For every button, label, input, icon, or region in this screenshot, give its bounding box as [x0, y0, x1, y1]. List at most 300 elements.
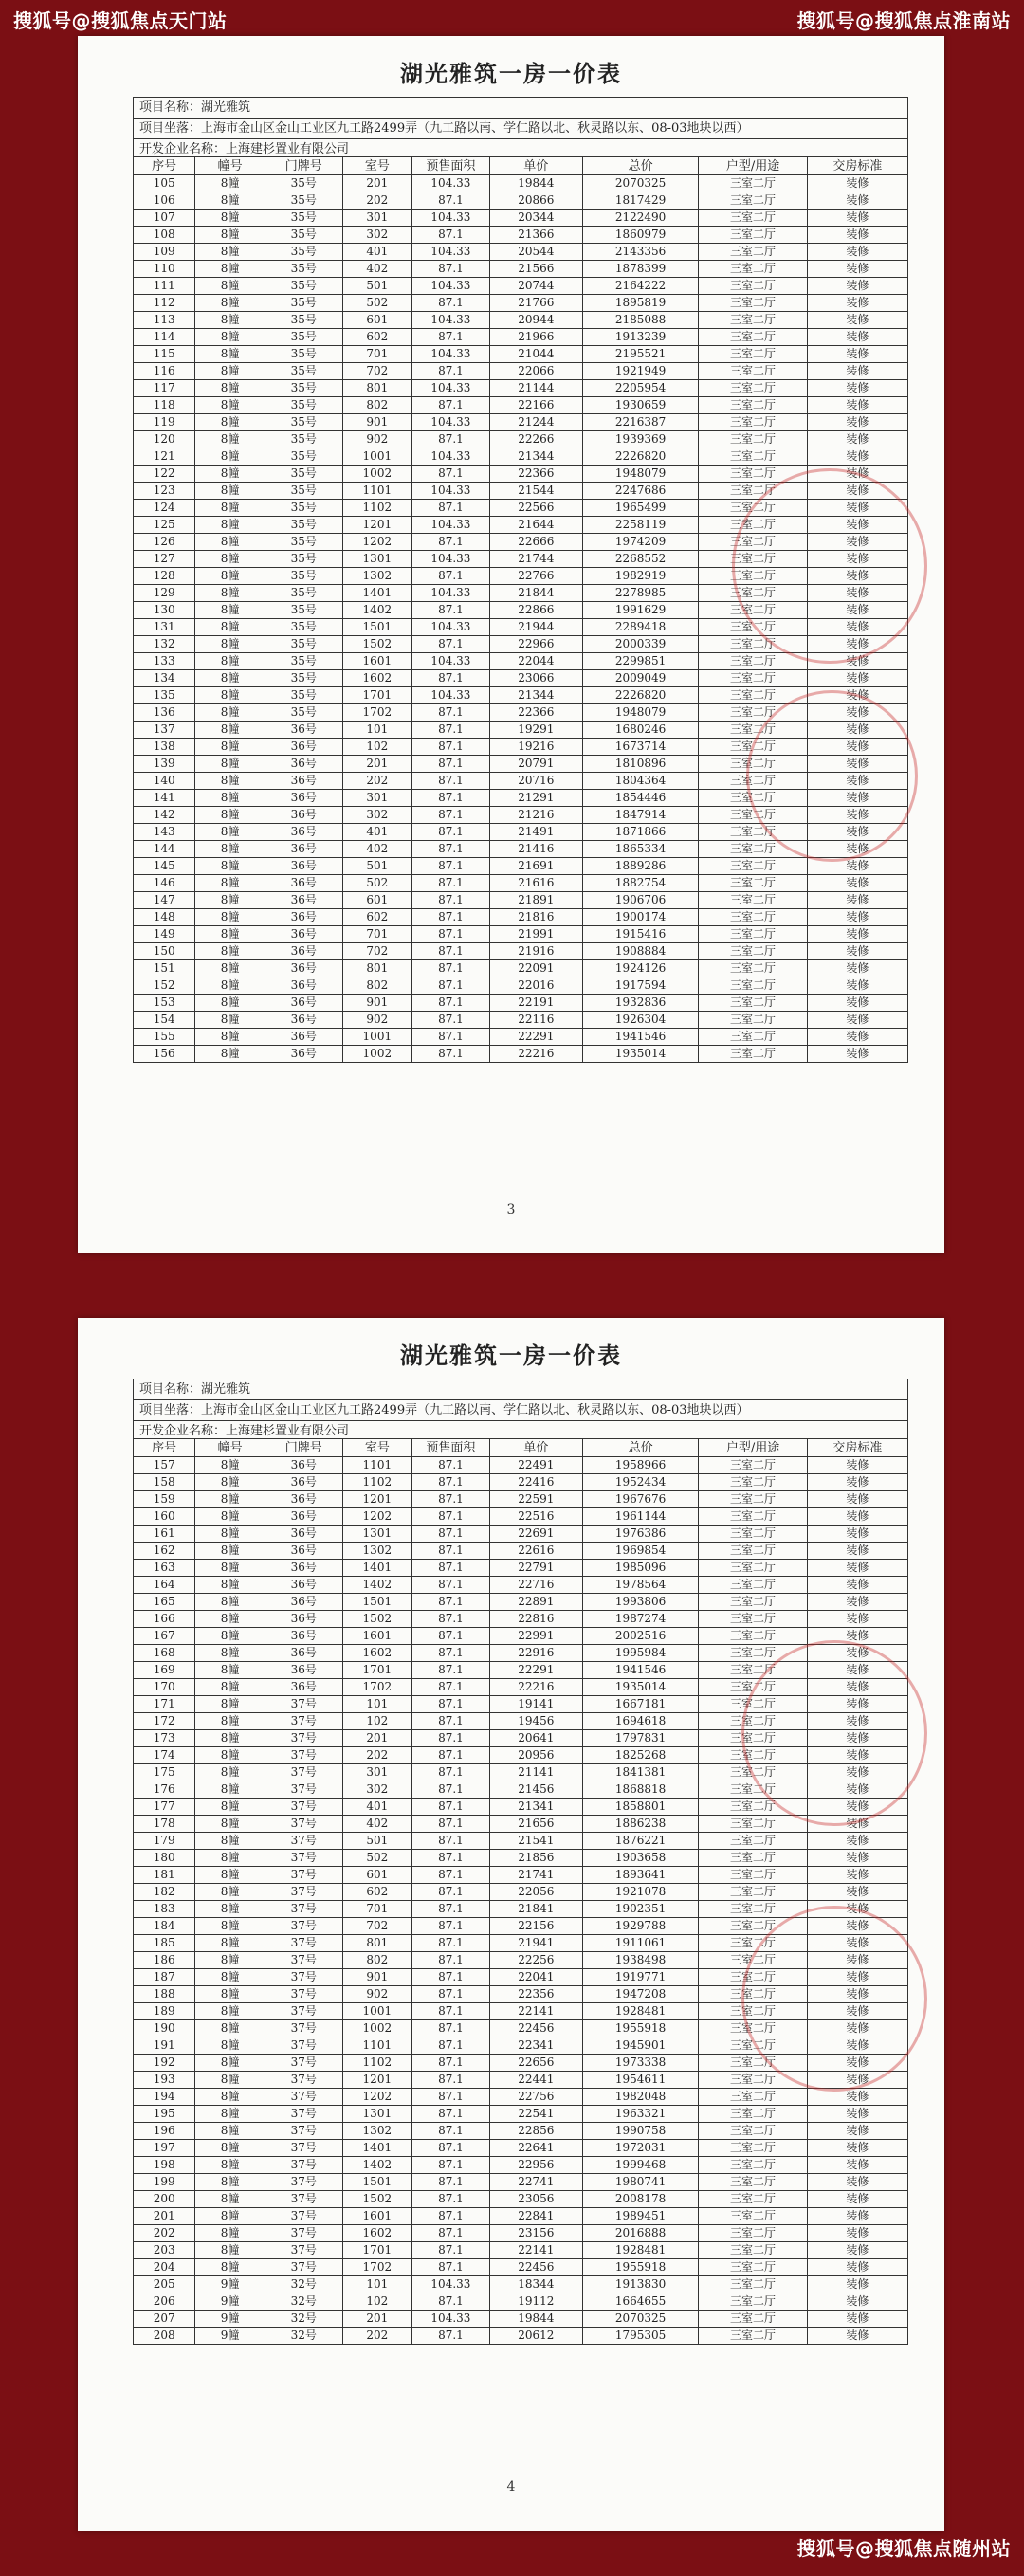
table-cell: 402	[342, 1816, 412, 1833]
table-cell: 三室二厅	[699, 1918, 807, 1935]
table-cell: 装修	[807, 858, 907, 875]
table-cell: 301	[342, 790, 412, 807]
table-cell: 32号	[265, 2276, 342, 2293]
table-cell: 22616	[489, 1543, 582, 1560]
table-cell: 163	[134, 1560, 195, 1577]
table-cell: 36号	[265, 977, 342, 995]
table-cell: 104.33	[412, 414, 490, 431]
official-seal	[741, 1906, 927, 2092]
table-cell: 装修	[807, 909, 907, 926]
table-cell: 8幢	[195, 1457, 265, 1474]
table-cell: 87.1	[412, 2072, 490, 2089]
table-cell: 1860979	[582, 227, 699, 244]
table-cell: 104.33	[412, 687, 490, 704]
table-cell: 193	[134, 2072, 195, 2089]
table-cell: 三室二厅	[699, 500, 807, 517]
table-row	[134, 2174, 908, 2191]
table-cell: 1972031	[582, 2140, 699, 2157]
table-cell: 装修	[807, 585, 907, 602]
table-cell: 装修	[807, 1781, 907, 1799]
table-row	[134, 192, 908, 210]
table-cell: 87.1	[412, 2293, 490, 2311]
table-cell: 装修	[807, 483, 907, 500]
table-cell: 87.1	[412, 926, 490, 943]
table-cell: 装修	[807, 1457, 907, 1474]
table-cell: 112	[134, 295, 195, 312]
table-cell: 1202	[342, 534, 412, 551]
table-cell: 装修	[807, 960, 907, 977]
table-cell: 8幢	[195, 2259, 265, 2276]
table-cell: 22791	[489, 1560, 582, 1577]
table-cell: 21944	[489, 619, 582, 636]
table-cell: 三室二厅	[699, 295, 807, 312]
table-cell: 三室二厅	[699, 2276, 807, 2293]
table-cell: 36号	[265, 1046, 342, 1063]
table-cell: 1917594	[582, 977, 699, 995]
table-cell: 8幢	[195, 2089, 265, 2106]
table-cell: 8幢	[195, 1833, 265, 1850]
table-cell: 1978564	[582, 1577, 699, 1594]
table-cell: 801	[342, 1935, 412, 1952]
table-cell: 36号	[265, 1012, 342, 1029]
table-cell: 20744	[489, 278, 582, 295]
table-cell: 201	[342, 1730, 412, 1747]
table-cell: 37号	[265, 1884, 342, 1901]
table-cell: 8幢	[195, 670, 265, 687]
table-cell: 21844	[489, 585, 582, 602]
table-cell: 三室二厅	[699, 278, 807, 295]
table-cell: 2008178	[582, 2191, 699, 2208]
table-cell: 173	[134, 1730, 195, 1747]
table-cell: 装修	[807, 636, 907, 653]
table-cell: 20344	[489, 210, 582, 227]
table-cell: 2278985	[582, 585, 699, 602]
table-cell: 装修	[807, 1764, 907, 1781]
table-cell: 901	[342, 414, 412, 431]
table-cell: 87.1	[412, 500, 490, 517]
table-cell: 802	[342, 397, 412, 414]
table-cell: 104.33	[412, 312, 490, 329]
table-cell: 三室二厅	[699, 1713, 807, 1730]
table-cell: 装修	[807, 363, 907, 380]
table-cell: 1878399	[582, 261, 699, 278]
table-cell: 装修	[807, 756, 907, 773]
table-cell: 175	[134, 1764, 195, 1781]
table-cell: 87.1	[412, 2123, 490, 2140]
table-cell: 22141	[489, 2242, 582, 2259]
document-page	[78, 36, 944, 1253]
table-cell: 三室二厅	[699, 585, 807, 602]
table-cell: 87.1	[412, 875, 490, 892]
table-cell: 1694618	[582, 1713, 699, 1730]
table-cell: 装修	[807, 1816, 907, 1833]
table-cell: 1915416	[582, 926, 699, 943]
table-cell: 8幢	[195, 2020, 265, 2037]
table-cell: 87.1	[412, 1543, 490, 1560]
table-cell: 87.1	[412, 1781, 490, 1799]
table-cell: 1987274	[582, 1611, 699, 1628]
table-cell: 36号	[265, 1526, 342, 1543]
table-cell: 三室二厅	[699, 1560, 807, 1577]
table-cell: 22366	[489, 466, 582, 483]
table-cell: 8幢	[195, 1029, 265, 1046]
table-cell: 1664655	[582, 2293, 699, 2311]
table-cell: 601	[342, 1867, 412, 1884]
table-cell: 2070325	[582, 2311, 699, 2328]
table-cell: 87.1	[412, 431, 490, 448]
table-cell: 37号	[265, 1764, 342, 1781]
table-cell: 8幢	[195, 2072, 265, 2089]
table-cell: 装修	[807, 1508, 907, 1526]
table-cell: 22741	[489, 2174, 582, 2191]
table-cell: 三室二厅	[699, 670, 807, 687]
table-cell: 21291	[489, 790, 582, 807]
table-cell: 1895819	[582, 295, 699, 312]
table-cell: 101	[342, 722, 412, 739]
table-cell: 35号	[265, 312, 342, 329]
table-cell: 87.1	[412, 1799, 490, 1816]
table-cell: 36号	[265, 960, 342, 977]
table-cell: 1602	[342, 670, 412, 687]
table-cell: 8幢	[195, 1867, 265, 1884]
table-cell: 8幢	[195, 995, 265, 1012]
table-cell: 装修	[807, 431, 907, 448]
table-cell: 三室二厅	[699, 1696, 807, 1713]
table-cell: 87.1	[412, 704, 490, 722]
table-cell: 174	[134, 1747, 195, 1764]
table-cell: 302	[342, 1781, 412, 1799]
table-cell: 87.1	[412, 2259, 490, 2276]
table-cell: 188	[134, 1986, 195, 2003]
table-cell: 87.1	[412, 1747, 490, 1764]
table-cell: 137	[134, 722, 195, 739]
table-cell: 701	[342, 346, 412, 363]
table-cell: 2122490	[582, 210, 699, 227]
table-cell: 22266	[489, 431, 582, 448]
table-cell: 201	[342, 175, 412, 192]
table-cell: 装修	[807, 2003, 907, 2020]
table-cell: 22566	[489, 500, 582, 517]
table-cell: 121	[134, 448, 195, 466]
table-cell: 8幢	[195, 1577, 265, 1594]
table-cell: 37号	[265, 1781, 342, 1799]
table-cell: 8幢	[195, 824, 265, 841]
table-cell: 1602	[342, 2225, 412, 2242]
table-cell: 22256	[489, 1952, 582, 1969]
table-cell: 8幢	[195, 858, 265, 875]
table-cell: 装修	[807, 2293, 907, 2311]
table-cell: 2258119	[582, 517, 699, 534]
official-seal	[746, 690, 918, 862]
table-cell: 201	[134, 2208, 195, 2225]
table-cell: 37号	[265, 2037, 342, 2055]
table-cell: 18344	[489, 2276, 582, 2293]
table-cell: 三室二厅	[699, 329, 807, 346]
table-row	[134, 397, 908, 414]
table-cell: 2289418	[582, 619, 699, 636]
table-cell: 701	[342, 926, 412, 943]
table-cell: 87.1	[412, 1816, 490, 1833]
table-cell: 三室二厅	[699, 687, 807, 704]
table-cell: 21966	[489, 329, 582, 346]
table-cell: 172	[134, 1713, 195, 1730]
table-cell: 8幢	[195, 756, 265, 773]
table-cell: 104.33	[412, 2311, 490, 2328]
table-cell: 37号	[265, 2140, 342, 2157]
table-cell: 167	[134, 1628, 195, 1645]
table-row	[134, 1012, 908, 1029]
table-row	[134, 1594, 908, 1611]
table-row	[134, 380, 908, 397]
table-cell: 35号	[265, 175, 342, 192]
table-cell: 三室二厅	[699, 756, 807, 773]
table-cell: 装修	[807, 329, 907, 346]
table-row	[134, 1867, 908, 1884]
table-cell: 8幢	[195, 397, 265, 414]
table-cell: 23066	[489, 670, 582, 687]
price-table	[133, 1438, 908, 2345]
table-cell: 8幢	[195, 2191, 265, 2208]
table-cell: 302	[342, 807, 412, 824]
table-cell: 104.33	[412, 278, 490, 295]
table-cell: 三室二厅	[699, 431, 807, 448]
table-cell: 87.1	[412, 295, 490, 312]
table-cell: 1921949	[582, 363, 699, 380]
table-cell: 901	[342, 995, 412, 1012]
table-cell: 三室二厅	[699, 363, 807, 380]
table-cell: 8幢	[195, 175, 265, 192]
table-cell: 装修	[807, 1526, 907, 1543]
table-row	[134, 329, 908, 346]
table-cell: 8幢	[195, 892, 265, 909]
table-cell: 1965499	[582, 500, 699, 517]
table-cell: 8幢	[195, 1526, 265, 1543]
table-cell: 三室二厅	[699, 397, 807, 414]
table-cell: 87.1	[412, 1474, 490, 1491]
project-name: 项目名称：湖光雅筑	[133, 1379, 908, 1399]
table-cell: 178	[134, 1816, 195, 1833]
table-cell: 901	[342, 1969, 412, 1986]
table-cell: 1301	[342, 2106, 412, 2123]
table-cell: 1502	[342, 636, 412, 653]
table-cell: 35号	[265, 653, 342, 670]
table-cell: 35号	[265, 534, 342, 551]
table-cell: 87.1	[412, 1884, 490, 1901]
table-cell: 三室二厅	[699, 1781, 807, 1799]
table-cell: 1932836	[582, 995, 699, 1012]
watermark-top-right: 搜狐号@搜狐焦点淮南站	[796, 9, 1011, 32]
page-number: 4	[506, 2479, 516, 2494]
table-cell: 142	[134, 807, 195, 824]
table-cell: 87.1	[412, 397, 490, 414]
table-cell: 37号	[265, 2208, 342, 2225]
table-cell: 179	[134, 1833, 195, 1850]
table-cell: 8幢	[195, 363, 265, 380]
table-cell: 104.33	[412, 585, 490, 602]
table-cell: 三室二厅	[699, 875, 807, 892]
table-cell: 1924126	[582, 960, 699, 977]
table-cell: 37号	[265, 2174, 342, 2191]
table-cell: 126	[134, 534, 195, 551]
table-cell: 138	[134, 739, 195, 756]
table-cell: 8幢	[195, 1713, 265, 1730]
table-cell: 8幢	[195, 329, 265, 346]
table-row	[134, 960, 908, 977]
table-cell: 装修	[807, 448, 907, 466]
table-cell: 35号	[265, 551, 342, 568]
table-row	[134, 2311, 908, 2328]
table-cell: 21344	[489, 448, 582, 466]
table-cell: 118	[134, 397, 195, 414]
table-cell: 36号	[265, 1560, 342, 1577]
table-cell: 87.1	[412, 1508, 490, 1526]
table-cell: 8幢	[195, 1491, 265, 1508]
table-row	[134, 875, 908, 892]
table-cell: 三室二厅	[699, 2157, 807, 2174]
table-cell: 181	[134, 1867, 195, 1884]
table-cell: 装修	[807, 2140, 907, 2157]
table-cell: 133	[134, 653, 195, 670]
table-cell: 87.1	[412, 1679, 490, 1696]
table-cell: 1001	[342, 2003, 412, 2020]
table-cell: 135	[134, 687, 195, 704]
table-cell: 87.1	[412, 466, 490, 483]
table-cell: 20956	[489, 1747, 582, 1764]
table-cell: 三室二厅	[699, 2174, 807, 2191]
table-cell: 装修	[807, 2174, 907, 2191]
table-cell: 187	[134, 1969, 195, 1986]
table-cell: 116	[134, 363, 195, 380]
table-cell: 22666	[489, 534, 582, 551]
table-cell: 22516	[489, 1508, 582, 1526]
table-cell: 202	[342, 2328, 412, 2345]
table-cell: 87.1	[412, 2191, 490, 2208]
table-cell: 1935014	[582, 1679, 699, 1696]
table-cell: 36号	[265, 875, 342, 892]
table-cell: 180	[134, 1850, 195, 1867]
table-cell: 三室二厅	[699, 1747, 807, 1764]
table-cell: 三室二厅	[699, 1816, 807, 1833]
table-cell: 156	[134, 1046, 195, 1063]
table-cell: 87.1	[412, 1713, 490, 1730]
table-cell: 装修	[807, 295, 907, 312]
table-cell: 140	[134, 773, 195, 790]
table-cell: 三室二厅	[699, 1526, 807, 1543]
table-row	[134, 1543, 908, 1560]
table-cell: 169	[134, 1662, 195, 1679]
table-cell: 8幢	[195, 1935, 265, 1952]
table-cell: 134	[134, 670, 195, 687]
project-info	[133, 97, 908, 159]
document-page	[78, 1318, 944, 2531]
table-cell: 1502	[342, 2191, 412, 2208]
table-cell: 158	[134, 1474, 195, 1491]
table-cell: 三室二厅	[699, 1029, 807, 1046]
table-cell: 22141	[489, 2003, 582, 2020]
table-cell: 37号	[265, 2106, 342, 2123]
table-cell: 136	[134, 704, 195, 722]
table-cell: 128	[134, 568, 195, 585]
table-cell: 三室二厅	[699, 1969, 807, 1986]
table-cell: 1961144	[582, 1508, 699, 1526]
table-cell: 1982048	[582, 2089, 699, 2106]
table-cell: 22366	[489, 704, 582, 722]
table-cell: 8幢	[195, 261, 265, 278]
table-cell: 装修	[807, 1833, 907, 1850]
table-cell: 装修	[807, 687, 907, 704]
table-cell: 装修	[807, 1799, 907, 1816]
developer-name: 开发企业名称：上海建杉置业有限公司	[133, 138, 908, 159]
table-cell: 87.1	[412, 1491, 490, 1508]
table-cell: 35号	[265, 278, 342, 295]
table-cell: 装修	[807, 1713, 907, 1730]
table-cell: 22866	[489, 602, 582, 619]
table-cell: 装修	[807, 2089, 907, 2106]
table-cell: 22216	[489, 1679, 582, 1696]
table-cell: 1952434	[582, 1474, 699, 1491]
table-cell: 1919771	[582, 1969, 699, 1986]
table-cell: 35号	[265, 448, 342, 466]
table-cell: 8幢	[195, 2174, 265, 2191]
table-header-row	[134, 157, 908, 175]
table-cell: 1202	[342, 1508, 412, 1526]
table-row	[134, 2259, 908, 2276]
table-row	[134, 1884, 908, 1901]
table-cell: 21044	[489, 346, 582, 363]
column-header: 户型/用途	[699, 157, 807, 175]
table-cell: 301	[342, 210, 412, 227]
table-cell: 8幢	[195, 431, 265, 448]
table-cell: 35号	[265, 329, 342, 346]
table-cell: 36号	[265, 995, 342, 1012]
table-row	[134, 227, 908, 244]
table-cell: 501	[342, 1833, 412, 1850]
table-cell: 22166	[489, 397, 582, 414]
table-cell: 23056	[489, 2191, 582, 2208]
table-cell: 192	[134, 2055, 195, 2072]
table-cell: 三室二厅	[699, 2225, 807, 2242]
table-cell: 150	[134, 943, 195, 960]
table-cell: 123	[134, 483, 195, 500]
table-cell: 35号	[265, 517, 342, 534]
table-cell: 107	[134, 210, 195, 227]
table-cell: 21541	[489, 1833, 582, 1850]
table-cell: 185	[134, 1935, 195, 1952]
table-cell: 1402	[342, 1577, 412, 1594]
table-cell: 装修	[807, 2037, 907, 2055]
table-cell: 35号	[265, 261, 342, 278]
table-cell: 32号	[265, 2311, 342, 2328]
column-header: 幢号	[195, 1439, 265, 1457]
table-cell: 三室二厅	[699, 466, 807, 483]
table-cell: 87.1	[412, 2089, 490, 2106]
table-cell: 1911061	[582, 1935, 699, 1952]
table-cell: 37号	[265, 1935, 342, 1952]
table-cell: 1101	[342, 483, 412, 500]
table-cell: 三室二厅	[699, 2055, 807, 2072]
table-cell: 三室二厅	[699, 2037, 807, 2055]
table-cell: 22291	[489, 1662, 582, 1679]
table-cell: 装修	[807, 1662, 907, 1679]
table-cell: 装修	[807, 210, 907, 227]
table-cell: 三室二厅	[699, 858, 807, 875]
table-cell: 37号	[265, 2225, 342, 2242]
table-cell: 35号	[265, 227, 342, 244]
table-cell: 171	[134, 1696, 195, 1713]
table-cell: 102	[342, 739, 412, 756]
table-cell: 8幢	[195, 483, 265, 500]
table-cell: 三室二厅	[699, 995, 807, 1012]
